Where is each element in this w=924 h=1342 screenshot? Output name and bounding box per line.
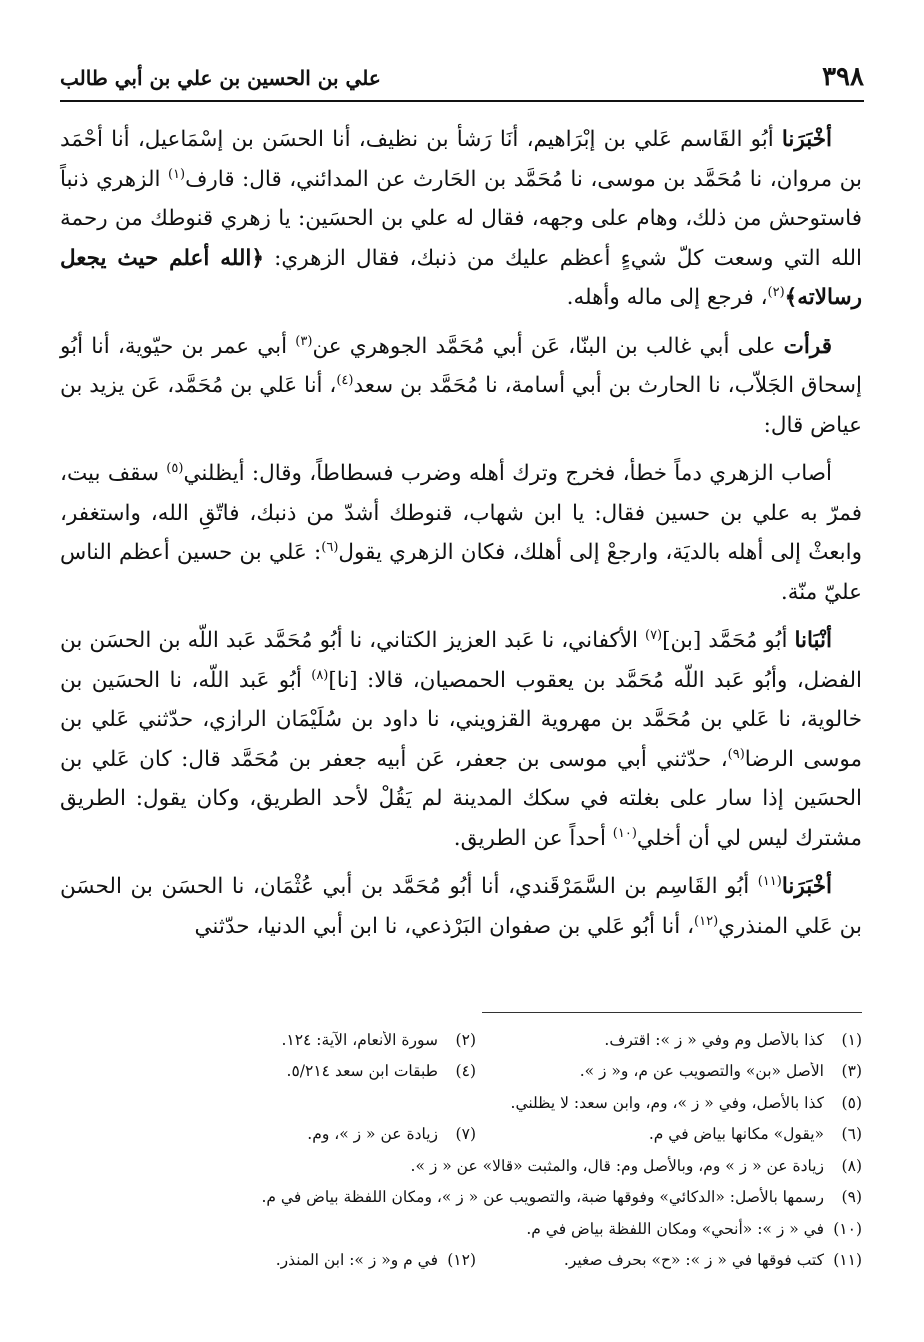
footnote-row [90, 1119, 862, 1151]
paragraph-text: ، أنا عَلي بن مُحَمَّد، عَن يزيد بن عياض قال: [60, 373, 862, 438]
page-number: ٣٩٨ [822, 62, 864, 92]
paragraph-text: الأكفاني، نا عَبد العزيز الكتاني، نا أبُو مُحَمَّد عَبد اللّه بن الحسَن بن الفضل، وأبُو عَبد اللّه مُحَمَّد بن يعقوب الحمصيان، قالا: [نا] [60, 628, 862, 693]
paragraph-5 [60, 867, 862, 946]
footnote-11 [476, 1251, 862, 1269]
footnote-ref[interactable]: (٣) [295, 333, 313, 349]
footnote-number: (٢) [455, 1030, 476, 1049]
lead-word: أنْبَانا [794, 628, 832, 653]
footnote-number: (١١) [833, 1251, 862, 1270]
footnote-ref[interactable]: (٧) [644, 627, 663, 643]
footnote-3 [476, 1062, 862, 1080]
footnote-text: كذا بالأصل وم وفي « ز »: اقترف. [604, 1030, 824, 1049]
footnote-number: (١٢) [447, 1251, 476, 1270]
footnote-12 [90, 1251, 476, 1269]
footnote-text: زيادة عن « ز »، وم. [307, 1125, 438, 1144]
footnote-ref[interactable]: (٦) [321, 539, 339, 555]
paragraph-text: : عَلي بن حسين أعظم الناس عليّ منّة. [60, 540, 862, 605]
footnote-text: رسمها بالأصل: «الدكائي» وفوقها ضبة، والتصويب عن « ز »، ومكان اللفظة بياض في م. [261, 1188, 824, 1207]
footnote-row [90, 1024, 862, 1056]
footnote-ref[interactable]: (٩) [727, 746, 745, 762]
footnote-ref[interactable]: (١) [167, 166, 186, 182]
lead-word: أخْبَرَنا [781, 127, 832, 152]
paragraph-text: ، فرجع إلى ماله وأهله. [566, 285, 768, 310]
footnote-text: في م و« ز »: ابن المنذر. [275, 1251, 438, 1270]
footnote-number: (١) [841, 1030, 862, 1049]
footnote-ref[interactable]: (٤) [336, 372, 354, 388]
footnote-row [90, 1245, 862, 1277]
footnote-text: «يقول» مكانها بياض في م. [648, 1125, 824, 1144]
footnote-row [90, 1150, 862, 1182]
footnote-ref[interactable]: (١١) [757, 873, 782, 889]
footnote-ref[interactable]: (٨) [311, 667, 329, 683]
lead-word: أخْبَرَنا [781, 874, 832, 899]
footnote-row [90, 1056, 862, 1088]
footnote-8 [411, 1157, 862, 1175]
footnote-separator [482, 1012, 862, 1013]
paragraph-text: أبُو القَاسِم بن السَّمَرْقَندي، أنا أبُو مُحَمَّد بن أبي عُثْمَان، نا الحسَن بن الحسَن بن عَلي المنذري [60, 874, 862, 939]
paragraph-text: سقف بيت، فمرّ به علي بن حسين فقال: يا ابن شهاب، قنوطك أشدّ من ذنبك، فاتّقِ الله، واستغفر، وابعثْ إلى أهله بالديَة، وارجعْ إلى أهلك، فكان الزهري يقول [60, 461, 863, 565]
paragraph-text: ، أنا أبُو عَلي بن صفوان البَرْذعي، نا ابن أبي الدنيا، حدّثني [194, 913, 695, 939]
footnote-number: (٥) [841, 1093, 862, 1112]
footnote-text: كتب فوقها في « ز »: «ح» بحرف صغير. [563, 1251, 824, 1270]
footnote-2 [90, 1031, 476, 1049]
footnote-number: (٨) [841, 1156, 862, 1175]
main-text [60, 120, 862, 955]
footnote-ref[interactable]: (١٢) [694, 913, 719, 929]
footnote-text: الأصل «بن» والتصويب عن م، و« ز ». [579, 1062, 824, 1081]
footnote-number: (٣) [841, 1062, 862, 1081]
paragraph-text: أصاب الزهري دماً خطأ، فخرج وترك أهله وضرب فسطاطاً، وقال: أيظلني [183, 461, 833, 486]
footnote-7 [90, 1125, 476, 1143]
running-title: علي بن الحسين بن علي بن أبي طالب [60, 66, 381, 90]
footnote-number: (١٠) [833, 1219, 862, 1238]
paragraph-2 [60, 327, 862, 446]
footnote-number: (٩) [841, 1188, 862, 1207]
footnote-row [90, 1213, 862, 1245]
footnote-number: (٦) [841, 1125, 862, 1144]
footnote-ref[interactable]: (٥) [166, 460, 184, 476]
footnote-ref[interactable]: (١٠) [612, 825, 637, 841]
footnote-ref[interactable]: (٢) [767, 284, 785, 300]
footnote-text: في « ز »: «أنحي» ومكان اللفظة بياض في م. [526, 1219, 824, 1238]
footnote-text: طبقات ابن سعد ٥/٢١٤. [286, 1062, 438, 1081]
paragraph-3 [60, 454, 862, 612]
footnotes [90, 1024, 862, 1276]
lead-word: قرأت [783, 333, 832, 359]
footnote-10 [526, 1220, 862, 1238]
paragraph-4 [60, 621, 862, 858]
footnote-text: زيادة عن « ز » وم، وبالأصل وم: قال، والمثبت «قالا» عن « ز ». [410, 1156, 824, 1175]
footnote-9 [261, 1188, 862, 1206]
footnote-5 [511, 1094, 862, 1112]
footnote-1 [476, 1031, 862, 1049]
paragraph-text: ، حدّثني أبي موسى بن جعفر، عَن أبيه جعفر بن مُحَمَّد قال: كان عَلي بن الحسَين إذا سار على بغلته في سكك المدينة لم يَقُلْ لأحد الطريق، وكان يقول: الطريق مشترك ليس لي أن أخلي [60, 746, 862, 851]
footnote-number: (٧) [455, 1125, 476, 1144]
footnote-4 [90, 1062, 476, 1080]
footnote-number: (٤) [455, 1062, 476, 1081]
paragraph-text: أبُو مُحَمَّد [بن] [662, 628, 795, 653]
footnote-text: كذا بالأصل، وفي « ز »، وم، وابن سعد: لا يظلني. [510, 1093, 824, 1112]
page-header [60, 60, 864, 102]
paragraph-text: الزهري ذنباً فاستوحش من ذلك، وهام على وجهه، فقال له علي بن الحسَين: يا زهري قنوطك من رحمة الله التي وسعت كلّ شيءٍ أعظم عليك من ذنبك، فقال الزهري: [60, 166, 863, 271]
footnote-row [90, 1087, 862, 1119]
paragraph-1 [60, 120, 862, 318]
paragraph-text: أبُو القَاسم عَلي بن إبْرَاهيم، أنَا رَشأ بن نظيف، أنا الحسَن بن إسْمَاعيل، أنا أحْمَد بن مروان، نا مُحَمَّد بن موسى، نا مُحَمَّد بن الحَارث عن المدائني، قال: قارف [60, 127, 862, 192]
paragraph-text: أبُو عَبد اللّه، نا الحسَين بن خالوية، نا عَلي بن مُحَمَّد بن مهروية القزويني، نا داود بن سُلَيْمَان الرازي، حدّثني عَلي بن موسى الرضا [60, 667, 862, 772]
quran-quote: ﴿الله أعلم حيث يجعل رسالاته﴾ [60, 245, 862, 310]
paragraph-text: أبي عمر بن حيّوية، أنا أبُو إسحاق الجَلاّب، نا الحارث بن أبي أسامة، نا مُحَمَّد بن سعد [60, 333, 862, 398]
paragraph-text: على أبي غالب بن البنّا، عَن أبي مُحَمَّد الجوهري عن [312, 333, 784, 359]
footnote-6 [476, 1125, 862, 1143]
footnote-text: سورة الأنعام، الآية: ١٢٤. [281, 1030, 438, 1049]
paragraph-text: أحداً عن الطريق. [453, 825, 613, 851]
footnote-row [90, 1182, 862, 1214]
